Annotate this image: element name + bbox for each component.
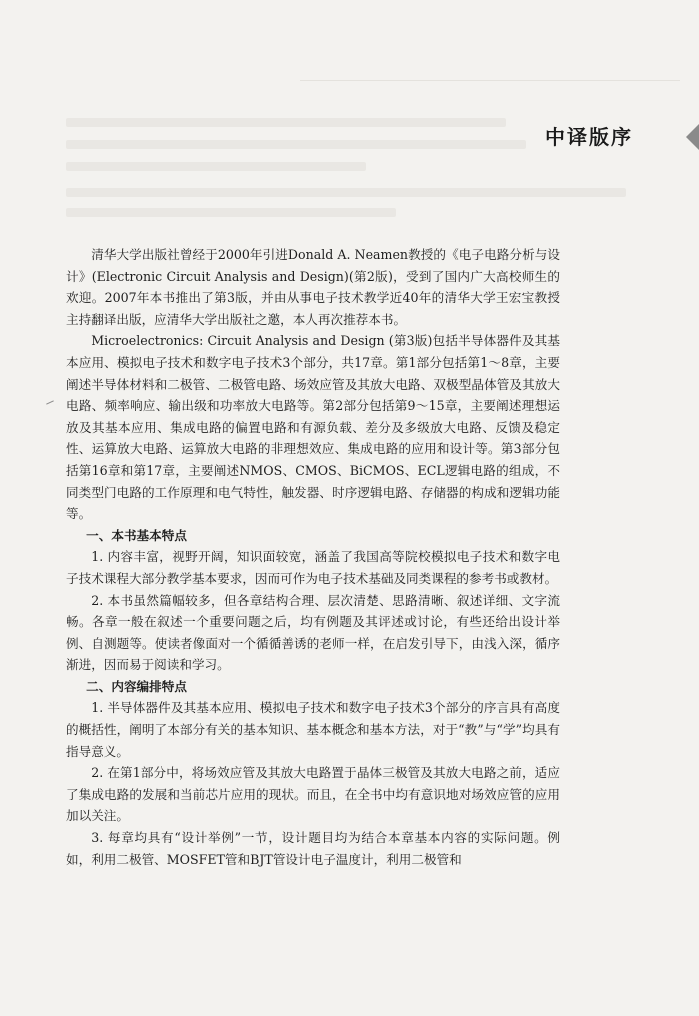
- bleed-through-line: [66, 208, 396, 217]
- bleed-through-line: [66, 162, 366, 171]
- bleed-through-line: [66, 188, 626, 197]
- paragraph: 1. 半导体器件及其基本应用、模拟电子技术和数字电子技术3个部分的序言具有高度的概括性，阐明了本部分有关的基本知识、基本概念和基本方法，对于“教”与“学”均具有指导意义。: [66, 700, 560, 759]
- page-edge-tab: [686, 124, 699, 150]
- section-heading: 二、内容编排特点: [86, 678, 187, 694]
- bleed-through-line: [66, 118, 506, 127]
- paper-speck: [46, 400, 54, 404]
- paragraph: 清华大学出版社曾经于2000年引进Donald A. Neamen教授的《电子电路分析与设计》(Electronic Circuit Analysis and Design)(第2版)，受到了国内广大高校师生的欢迎。2007年本书推出了第3版，并由从事电子技术教学近40年的清华大学王宏宝教授主持翻译出版，应清华大学出版社之邀，本人再次推荐本书。: [66, 247, 560, 327]
- paragraph: 1. 内容丰富，视野开阔，知识面较宽，涵盖了我国高等院校模拟电子技术和数字电子技术课程大部分教学基本要求，因而可作为电子技术基础及同类课程的参考书或教材。: [66, 549, 560, 586]
- paragraph: Microelectronics: Circuit Analysis and Design (第3版)包括半导体器件及其基本应用、模拟电子技术和数字电子技术3个部分，共17章。第1部分包括第1～8章，主要阐述半导体材料和二极管、二极管电路、场效应管及其放大电路、双极型晶体管及其放大电路、频率响应、输出级和功率放大电路等。第2部分包括第9～15章，主要阐述理想运放及其基本应用、集成电路的偏置电路和有源负载、差分及多级放大电路、反馈及稳定性、运算放大电路、运算放大电路的非理想效应、集成电路的应用和设计等。第3部分包括第16章和第17章，主要阐述NMOS、CMOS、BiCMOS、ECL逻辑电路的组成，不同类型门电路的工作原理和电气特性，触发器、时序逻辑电路、存储器的构成和逻辑功能等。: [66, 333, 560, 522]
- bleed-through-line: [66, 140, 526, 149]
- bleed-through-header: [300, 66, 680, 81]
- page-title: 中译版序: [545, 125, 633, 149]
- body-text: [66, 244, 560, 870]
- section-heading: 一、本书基本特点: [86, 527, 187, 543]
- paragraph: 3. 每章均具有“设计举例”一节，设计题目均为结合本章基本内容的实际问题。例如，利用二极管、MOSFET管和BJT管设计电子温度计，利用二极管和: [66, 830, 560, 867]
- paragraph: 2. 本书虽然篇幅较多，但各章结构合理、层次清楚、思路清晰、叙述详细、文字流畅。各章一般在叙述一个重要问题之后，均有例题及其评述或讨论，有些还给出设计举例、自测题等。使读者像面对一个循循善诱的老师一样，在启发引导下，由浅入深，循序渐进，因而易于阅读和学习。: [66, 592, 560, 673]
- paragraph: 2. 在第1部分中，将场效应管及其放大电路置于晶体三极管及其放大电路之前，适应了集成电路的发展和当前芯片应用的现状。而且，在全书中均有意识地对场效应管的应用加以关注。: [66, 765, 560, 824]
